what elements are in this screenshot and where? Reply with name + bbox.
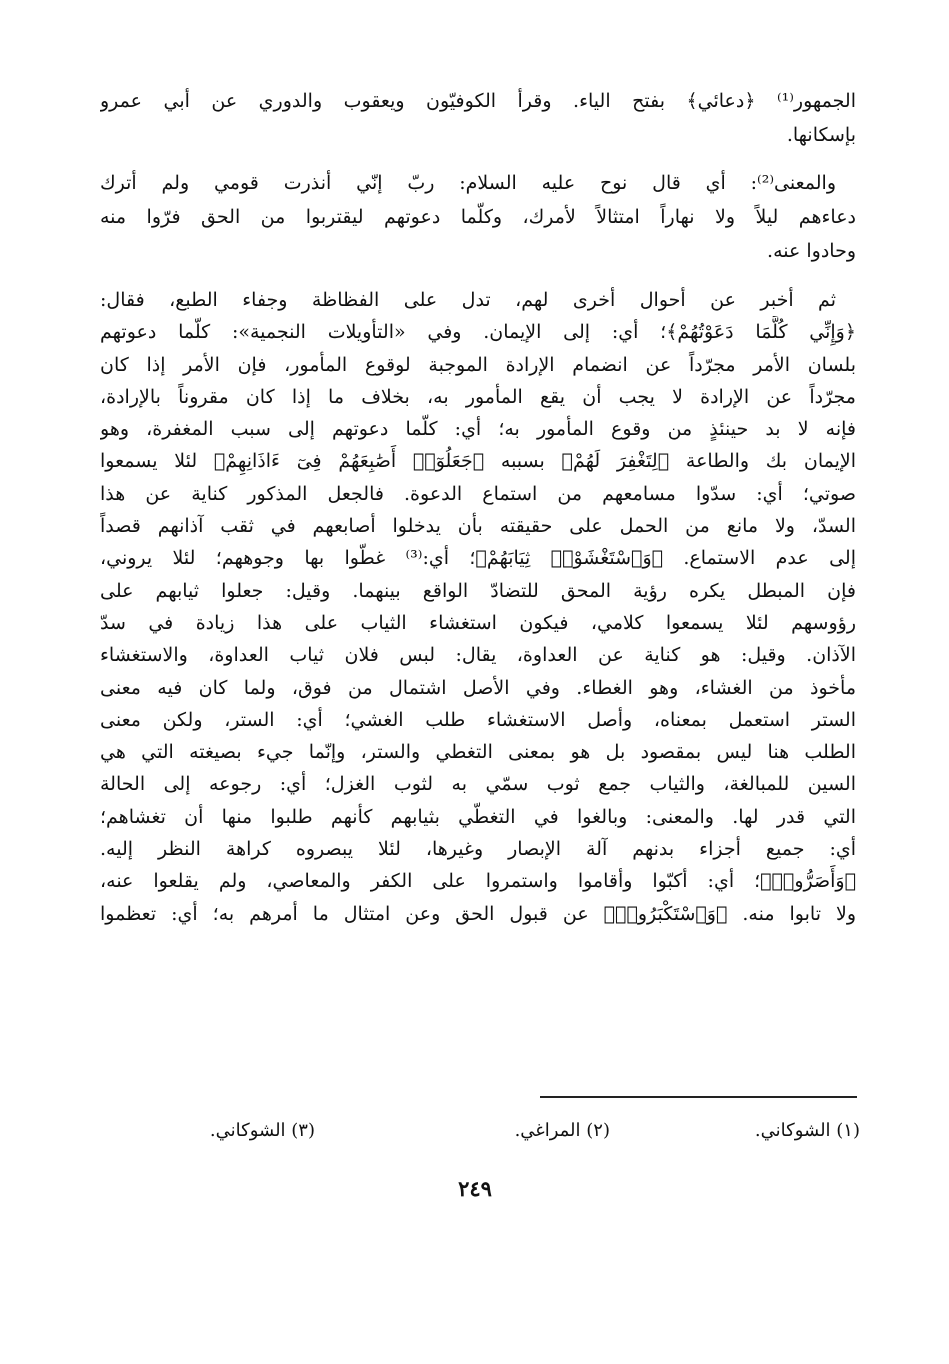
text-line: الطلب هنا ليس بمقصود بل هو بمعنى التغطي والستر، وإنّما جيء بصيغته التي هي	[100, 741, 856, 764]
text-line: السين للمبالغة، والثياب جمع ثوب سمّي به لثوب الغزل؛ أي: رجوعه إلى الحالة	[100, 773, 856, 796]
text-line: فإنه لا بد حينئذٍ من وقوع المأمور به؛ أي: كلّما دعوتهم إلى سبب المغفرة، وهو	[100, 418, 856, 441]
footnote-1: (١) الشوكاني.	[754, 1120, 860, 1141]
paragraph-3	[100, 284, 856, 930]
text-line: ﴿وَأَصَرُّوا۟﴾؛ أي: أكبّوا وأقاموا واستمروا على الكفر والمعاصي، ولم يقلعوا عنه،	[100, 870, 856, 893]
text-line: بإسكانها.	[786, 124, 856, 146]
text-line: وحادوا عنه.	[767, 240, 856, 262]
text-line: الستر استعمل بمعناه، وأصل الاستغشاء طلب الغشي؛ أي: الستر، ولكن معنى	[100, 708, 856, 731]
footnote-divider	[540, 1096, 857, 1098]
text-line: صوتي؛ أي: سدّوا مسامعهم من استماع الدعوة. فالجعل المذكور كناية عن هذا	[100, 482, 856, 505]
text-line: إلى عدم الاستماع. ﴿وَٱسْتَغْشَوْا۟ ثِيَابَهُمْ﴾؛ أي:⁽³⁾ غطّوا بها وجوههم؛ لئلا يروني،	[100, 547, 856, 570]
text-line: ﴿وَإِنِّي كُلَّمَا دَعَوْتُهُمْ﴾؛ أي: إلى الإيمان. وفي «التأويلات النجمية»: كلّما دعوتهم	[100, 321, 856, 344]
text-line: والمعنى⁽²⁾: أي قال نوح عليه السلام: ربّ إنّي أنذرت قومي ولم أترك	[100, 172, 836, 194]
footnote-3: (٣) الشوكاني.	[209, 1120, 315, 1141]
text-line: أي: جميع أجزاء بدنهم آلة الإبصار وغيرها، لئلا يبصروه كراهة النظر إليه.	[100, 838, 856, 861]
text-line: ولا تابوا منه. ﴿وَٱسْتَكْبَرُوا۟﴾ عن قبول الحق وعن امتثال ما أمرهم به؛ أي: تعظموا	[100, 902, 856, 925]
footnote-2: (٢) المراغي.	[514, 1120, 610, 1141]
text-line: بلسان الأمر مجرّداً عن انضمام الإرادة الموجبة لوقوع المأمور، فإن الأمر إذا كان	[100, 353, 856, 376]
page-number: ٢٤٩	[458, 1176, 492, 1201]
paragraph-2	[100, 166, 856, 268]
text-line: رؤوسهم لئلا يسمعوا كلامي، فيكون استغشاء الثياب على هذا زيادة في سدّ	[100, 611, 856, 634]
text-line: السدّ، ولا مانع من الحمل على حقيقته بأن يدخلوا أصابعهم في ثقب آذانهم قصداً	[100, 515, 856, 538]
text-line: مأخوذ من الغشاء، وهو الغطاء. وفي الأصل اشتمال من فوق، ولما كان فيه معنى	[100, 676, 856, 699]
text-line: ثم أخبر عن أحوال أخرى لهم، تدل على الفظاظة وجفاء الطبع، فقال:	[100, 289, 836, 311]
paragraph-1	[100, 84, 856, 152]
text-line: الإيمان بك والطاعة ﴿لِتَغْفِرَ لَهُمْ﴾ بسببه ﴿جَعَلُوٓا۟ أَصَٰبِعَهُمْ فِىٓ ءَاذَانِهِمْ﴾ لئلا يسمعوا	[100, 450, 856, 473]
text-line: دعاءهم ليلاً ولا نهاراً امتثالاً لأمرك، وكلّما دعوتهم ليقتربوا من الحق فرّوا منه	[100, 206, 856, 228]
text-line: الآذان. وقيل: هو كناية عن العداوة، يقال: لبس فلان ثياب العداوة، والاستغشاء	[100, 644, 856, 667]
text-line: مجرّداً عن الإرادة لا يجب أن يقع المأمور به، بخلاف ما إذا كان مقروناً بالإرادة،	[100, 385, 856, 408]
text-line: التي قدر لها. والمعنى: وبالغوا في التغطّي بثيابهم كأنهم طلبوا منها أن تغشاهم؛	[100, 805, 856, 828]
text-line: الجمهور⁽¹⁾ ﴿دعائي﴾ بفتح الياء. وقرأ الكوفيّون ويعقوب والدوري عن أبي عمرو	[100, 90, 856, 112]
text-line: فإن المبطل يكره رؤية المحق للتضادّ الواقع بينهما. وقيل: جعلوا ثيابهم على	[100, 579, 856, 602]
